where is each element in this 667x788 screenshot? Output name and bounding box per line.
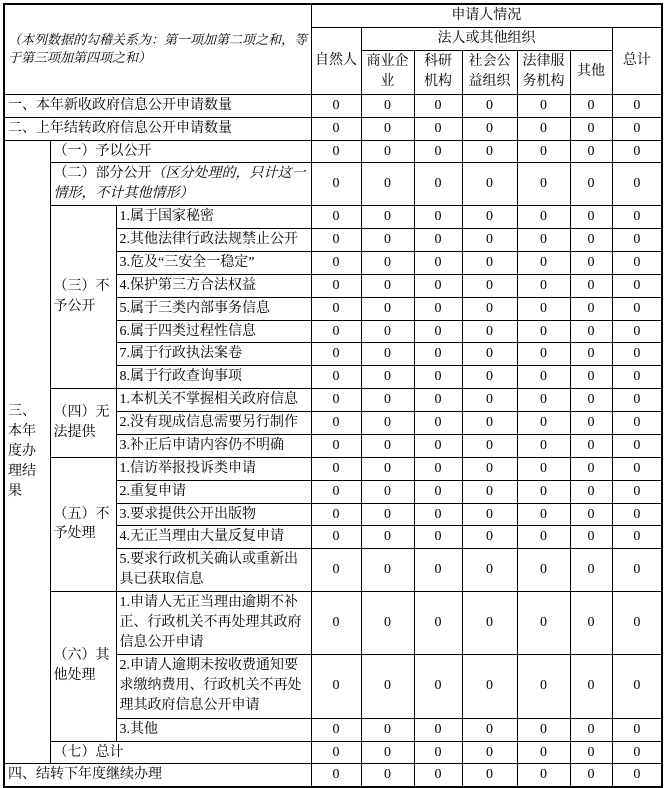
value-cell: 0 bbox=[462, 434, 517, 457]
row-label-process-info: 6.属于四类过程性信息 bbox=[116, 320, 311, 343]
value-cell: 0 bbox=[311, 366, 361, 389]
value-cell: 0 bbox=[311, 480, 361, 503]
value-cell: 0 bbox=[570, 503, 612, 526]
row-label-needs-separate-production: 2.没有现成信息需要另行制作 bbox=[116, 412, 311, 435]
value-cell: 0 bbox=[570, 764, 612, 787]
row-label-prohibited-by-law: 2.其他法律行政法规禁止公开 bbox=[116, 229, 311, 252]
row-label-new-applications: 一、本年新收政府信息公开申请数量 bbox=[4, 94, 311, 117]
value-cell: 0 bbox=[361, 503, 414, 526]
row-label-repeated-application: 2.重复申请 bbox=[116, 480, 311, 503]
value-cell: 0 bbox=[517, 503, 570, 526]
value-cell: 0 bbox=[361, 140, 414, 163]
value-cell: 0 bbox=[517, 434, 570, 457]
header-legal-or-other-org: 法人或其他组织 bbox=[361, 27, 612, 50]
value-cell: 0 bbox=[414, 366, 462, 389]
value-cell: 0 bbox=[361, 117, 414, 140]
value-cell: 0 bbox=[462, 320, 517, 343]
value-cell: 0 bbox=[311, 457, 361, 480]
value-cell: 0 bbox=[414, 434, 462, 457]
value-cell: 0 bbox=[517, 343, 570, 366]
value-cell: 0 bbox=[612, 412, 662, 435]
value-cell: 0 bbox=[462, 229, 517, 252]
value-cell: 0 bbox=[311, 163, 361, 206]
value-cell: 0 bbox=[570, 549, 612, 592]
value-cell: 0 bbox=[462, 366, 517, 389]
value-cell: 0 bbox=[311, 117, 361, 140]
value-cell: 0 bbox=[361, 297, 414, 320]
value-cell: 0 bbox=[570, 163, 612, 206]
row-label-mass-repeated-requests: 4.无正当理由大量反复申请 bbox=[116, 526, 311, 549]
disclosure-statistics-table bbox=[3, 3, 663, 788]
value-cell: 0 bbox=[570, 434, 612, 457]
value-cell: 0 bbox=[311, 503, 361, 526]
value-cell: 0 bbox=[517, 592, 570, 655]
value-cell: 0 bbox=[311, 741, 361, 764]
section-label-annual-results: 三、本年度办理结果 bbox=[4, 140, 50, 764]
value-cell: 0 bbox=[517, 140, 570, 163]
value-cell: 0 bbox=[361, 366, 414, 389]
value-cell: 0 bbox=[570, 206, 612, 229]
value-cell: 0 bbox=[517, 480, 570, 503]
value-cell: 0 bbox=[612, 718, 662, 741]
header-total: 总计 bbox=[612, 27, 662, 94]
value-cell: 0 bbox=[462, 457, 517, 480]
value-cell: 0 bbox=[462, 526, 517, 549]
value-cell: 0 bbox=[311, 764, 361, 787]
value-cell: 0 bbox=[570, 343, 612, 366]
value-cell: 0 bbox=[462, 389, 517, 412]
value-cell: 0 bbox=[517, 297, 570, 320]
value-cell: 0 bbox=[414, 206, 462, 229]
value-cell: 0 bbox=[570, 654, 612, 718]
row-label-internal-affairs-info: 5.属于三类内部事务信息 bbox=[116, 297, 311, 320]
group-label-nondisclosure: （三）不予公开 bbox=[50, 206, 116, 389]
value-cell: 0 bbox=[361, 549, 414, 592]
value-cell: 0 bbox=[570, 526, 612, 549]
value-cell: 0 bbox=[612, 434, 662, 457]
value-cell: 0 bbox=[612, 503, 662, 526]
value-cell: 0 bbox=[570, 412, 612, 435]
row-label-partial-disclosure bbox=[50, 163, 311, 206]
value-cell: 0 bbox=[361, 592, 414, 655]
value-cell: 0 bbox=[570, 251, 612, 274]
value-cell: 0 bbox=[414, 764, 462, 787]
value-cell: 0 bbox=[414, 297, 462, 320]
value-cell: 0 bbox=[361, 654, 414, 718]
value-cell: 0 bbox=[462, 654, 517, 718]
value-cell: 0 bbox=[570, 274, 612, 297]
row-label-confirm-or-reissue: 5.要求行政机关确认或重新出具已获取信息 bbox=[116, 549, 311, 592]
row-label-administrative-query: 8.属于行政查询事项 bbox=[116, 366, 311, 389]
value-cell: 0 bbox=[612, 343, 662, 366]
value-cell: 0 bbox=[311, 274, 361, 297]
value-cell: 0 bbox=[414, 457, 462, 480]
value-cell: 0 bbox=[311, 549, 361, 592]
row-label-subtotal: （七）总计 bbox=[50, 741, 311, 764]
header-other-org: 其他 bbox=[570, 50, 612, 94]
value-cell: 0 bbox=[462, 718, 517, 741]
value-cell: 0 bbox=[414, 592, 462, 655]
value-cell: 0 bbox=[612, 251, 662, 274]
value-cell: 0 bbox=[414, 229, 462, 252]
value-cell: 0 bbox=[361, 718, 414, 741]
value-cell: 0 bbox=[612, 229, 662, 252]
value-cell: 0 bbox=[612, 274, 662, 297]
value-cell: 0 bbox=[612, 526, 662, 549]
value-cell: 0 bbox=[414, 718, 462, 741]
value-cell: 0 bbox=[311, 343, 361, 366]
value-cell: 0 bbox=[612, 480, 662, 503]
value-cell: 0 bbox=[570, 94, 612, 117]
group-label-other-handling: （六）其他处理 bbox=[50, 592, 116, 742]
value-cell: 0 bbox=[517, 549, 570, 592]
value-cell: 0 bbox=[311, 229, 361, 252]
value-cell: 0 bbox=[517, 389, 570, 412]
value-cell: 0 bbox=[517, 654, 570, 718]
value-cell: 0 bbox=[311, 592, 361, 655]
value-cell: 0 bbox=[517, 320, 570, 343]
value-cell: 0 bbox=[414, 94, 462, 117]
value-cell: 0 bbox=[517, 457, 570, 480]
value-cell: 0 bbox=[517, 94, 570, 117]
row-label-info-not-held: 1.本机关不掌握相关政府信息 bbox=[116, 389, 311, 412]
value-cell: 0 bbox=[414, 117, 462, 140]
value-cell: 0 bbox=[414, 412, 462, 435]
value-cell: 0 bbox=[311, 389, 361, 412]
value-cell: 0 bbox=[462, 140, 517, 163]
value-cell: 0 bbox=[414, 389, 462, 412]
value-cell: 0 bbox=[414, 320, 462, 343]
value-cell: 0 bbox=[311, 654, 361, 718]
value-cell: 0 bbox=[414, 343, 462, 366]
value-cell: 0 bbox=[570, 297, 612, 320]
value-cell: 0 bbox=[311, 412, 361, 435]
header-legal-service-org: 法律服务机构 bbox=[517, 50, 570, 94]
value-cell: 0 bbox=[517, 366, 570, 389]
value-cell: 0 bbox=[462, 764, 517, 787]
value-cell: 0 bbox=[517, 718, 570, 741]
value-cell: 0 bbox=[462, 206, 517, 229]
value-cell: 0 bbox=[612, 549, 662, 592]
value-cell: 0 bbox=[517, 206, 570, 229]
partial-disclosure-label: （二）部分公开 bbox=[53, 166, 152, 182]
value-cell: 0 bbox=[361, 434, 414, 457]
value-cell: 0 bbox=[361, 163, 414, 206]
value-cell: 0 bbox=[414, 654, 462, 718]
row-label-carry-to-next-year: 四、结转下年度继续办理 bbox=[4, 764, 311, 787]
value-cell: 0 bbox=[612, 206, 662, 229]
value-cell: 0 bbox=[612, 94, 662, 117]
value-cell: 0 bbox=[517, 764, 570, 787]
value-cell: 0 bbox=[414, 741, 462, 764]
value-cell: 0 bbox=[361, 229, 414, 252]
value-cell: 0 bbox=[361, 412, 414, 435]
value-cell: 0 bbox=[462, 163, 517, 206]
row-label-still-unclear-after-correction: 3.补正后申请内容仍不明确 bbox=[116, 434, 311, 457]
value-cell: 0 bbox=[612, 366, 662, 389]
value-cell: 0 bbox=[462, 412, 517, 435]
value-cell: 0 bbox=[517, 741, 570, 764]
row-label-other: 3.其他 bbox=[116, 718, 311, 741]
header-commercial-enterprise: 商业企业 bbox=[361, 50, 414, 94]
value-cell: 0 bbox=[570, 741, 612, 764]
value-cell: 0 bbox=[612, 654, 662, 718]
header-public-welfare-org: 社会公益组织 bbox=[462, 50, 517, 94]
value-cell: 0 bbox=[462, 251, 517, 274]
value-cell: 0 bbox=[570, 117, 612, 140]
value-cell: 0 bbox=[570, 320, 612, 343]
value-cell: 0 bbox=[311, 206, 361, 229]
value-cell: 0 bbox=[570, 718, 612, 741]
value-cell: 0 bbox=[311, 434, 361, 457]
value-cell: 0 bbox=[311, 94, 361, 117]
reconciliation-note: （本列数据的勾稽关系为：第一项加第二项之和，等于第三项加第四项之和） bbox=[4, 4, 311, 94]
value-cell: 0 bbox=[612, 297, 662, 320]
group-label-not-processed: （五）不予处理 bbox=[50, 457, 116, 591]
value-cell: 0 bbox=[361, 764, 414, 787]
row-label-endanger-security: 3.危及“三安全一稳定” bbox=[116, 251, 311, 274]
header-natural-person: 自然人 bbox=[311, 27, 361, 94]
value-cell: 0 bbox=[311, 718, 361, 741]
value-cell: 0 bbox=[361, 343, 414, 366]
value-cell: 0 bbox=[462, 117, 517, 140]
value-cell: 0 bbox=[612, 764, 662, 787]
row-label-third-party-rights: 4.保护第三方合法权益 bbox=[116, 274, 311, 297]
value-cell: 0 bbox=[361, 389, 414, 412]
value-cell: 0 bbox=[311, 526, 361, 549]
value-cell: 0 bbox=[517, 412, 570, 435]
row-label-overdue-no-payment: 2.申请人逾期未按收费通知要求缴纳费用、行政机关不再处理其政府信息公开申请 bbox=[116, 654, 311, 718]
value-cell: 0 bbox=[462, 741, 517, 764]
value-cell: 0 bbox=[414, 526, 462, 549]
row-label-granted-disclosure: （一）予以公开 bbox=[50, 140, 311, 163]
group-label-unable-to-provide: （四）无法提供 bbox=[50, 389, 116, 458]
value-cell: 0 bbox=[570, 592, 612, 655]
value-cell: 0 bbox=[570, 457, 612, 480]
value-cell: 0 bbox=[361, 457, 414, 480]
value-cell: 0 bbox=[517, 117, 570, 140]
value-cell: 0 bbox=[361, 741, 414, 764]
value-cell: 0 bbox=[414, 140, 462, 163]
value-cell: 0 bbox=[361, 320, 414, 343]
value-cell: 0 bbox=[570, 480, 612, 503]
value-cell: 0 bbox=[612, 320, 662, 343]
value-cell: 0 bbox=[517, 526, 570, 549]
value-cell: 0 bbox=[462, 480, 517, 503]
value-cell: 0 bbox=[570, 389, 612, 412]
value-cell: 0 bbox=[570, 229, 612, 252]
row-label-public-publications: 3.要求提供公开出版物 bbox=[116, 503, 311, 526]
value-cell: 0 bbox=[311, 251, 361, 274]
value-cell: 0 bbox=[361, 480, 414, 503]
value-cell: 0 bbox=[414, 274, 462, 297]
header-research-institution: 科研机构 bbox=[414, 50, 462, 94]
value-cell: 0 bbox=[361, 94, 414, 117]
value-cell: 0 bbox=[612, 457, 662, 480]
value-cell: 0 bbox=[361, 526, 414, 549]
value-cell: 0 bbox=[612, 592, 662, 655]
value-cell: 0 bbox=[517, 251, 570, 274]
value-cell: 0 bbox=[462, 592, 517, 655]
value-cell: 0 bbox=[517, 274, 570, 297]
value-cell: 0 bbox=[414, 549, 462, 592]
value-cell: 0 bbox=[612, 117, 662, 140]
partial-disclosure-note: （区分处理的，只计这一情形，不计其他情形） bbox=[53, 166, 306, 202]
value-cell: 0 bbox=[570, 366, 612, 389]
value-cell: 0 bbox=[612, 389, 662, 412]
value-cell: 0 bbox=[462, 297, 517, 320]
value-cell: 0 bbox=[414, 251, 462, 274]
value-cell: 0 bbox=[414, 503, 462, 526]
value-cell: 0 bbox=[414, 480, 462, 503]
value-cell: 0 bbox=[612, 140, 662, 163]
value-cell: 0 bbox=[517, 229, 570, 252]
row-label-overdue-no-correction: 1.申请人无正当理由逾期不补正、行政机关不再处理其政府信息公开申请 bbox=[116, 592, 311, 655]
value-cell: 0 bbox=[462, 274, 517, 297]
value-cell: 0 bbox=[462, 549, 517, 592]
value-cell: 0 bbox=[311, 320, 361, 343]
value-cell: 0 bbox=[517, 163, 570, 206]
value-cell: 0 bbox=[361, 206, 414, 229]
row-label-state-secret: 1.属于国家秘密 bbox=[116, 206, 311, 229]
value-cell: 0 bbox=[612, 741, 662, 764]
value-cell: 0 bbox=[414, 163, 462, 206]
value-cell: 0 bbox=[311, 297, 361, 320]
value-cell: 0 bbox=[612, 163, 662, 206]
value-cell: 0 bbox=[570, 140, 612, 163]
row-label-petition-complaint: 1.信访举报投诉类申请 bbox=[116, 457, 311, 480]
value-cell: 0 bbox=[311, 140, 361, 163]
value-cell: 0 bbox=[462, 94, 517, 117]
value-cell: 0 bbox=[361, 274, 414, 297]
row-label-enforcement-files: 7.属于行政执法案卷 bbox=[116, 343, 311, 366]
header-applicant-situation: 申请人情况 bbox=[311, 4, 662, 27]
value-cell: 0 bbox=[361, 251, 414, 274]
row-label-carried-over-applications: 二、上年结转政府信息公开申请数量 bbox=[4, 117, 311, 140]
value-cell: 0 bbox=[462, 343, 517, 366]
value-cell: 0 bbox=[462, 503, 517, 526]
